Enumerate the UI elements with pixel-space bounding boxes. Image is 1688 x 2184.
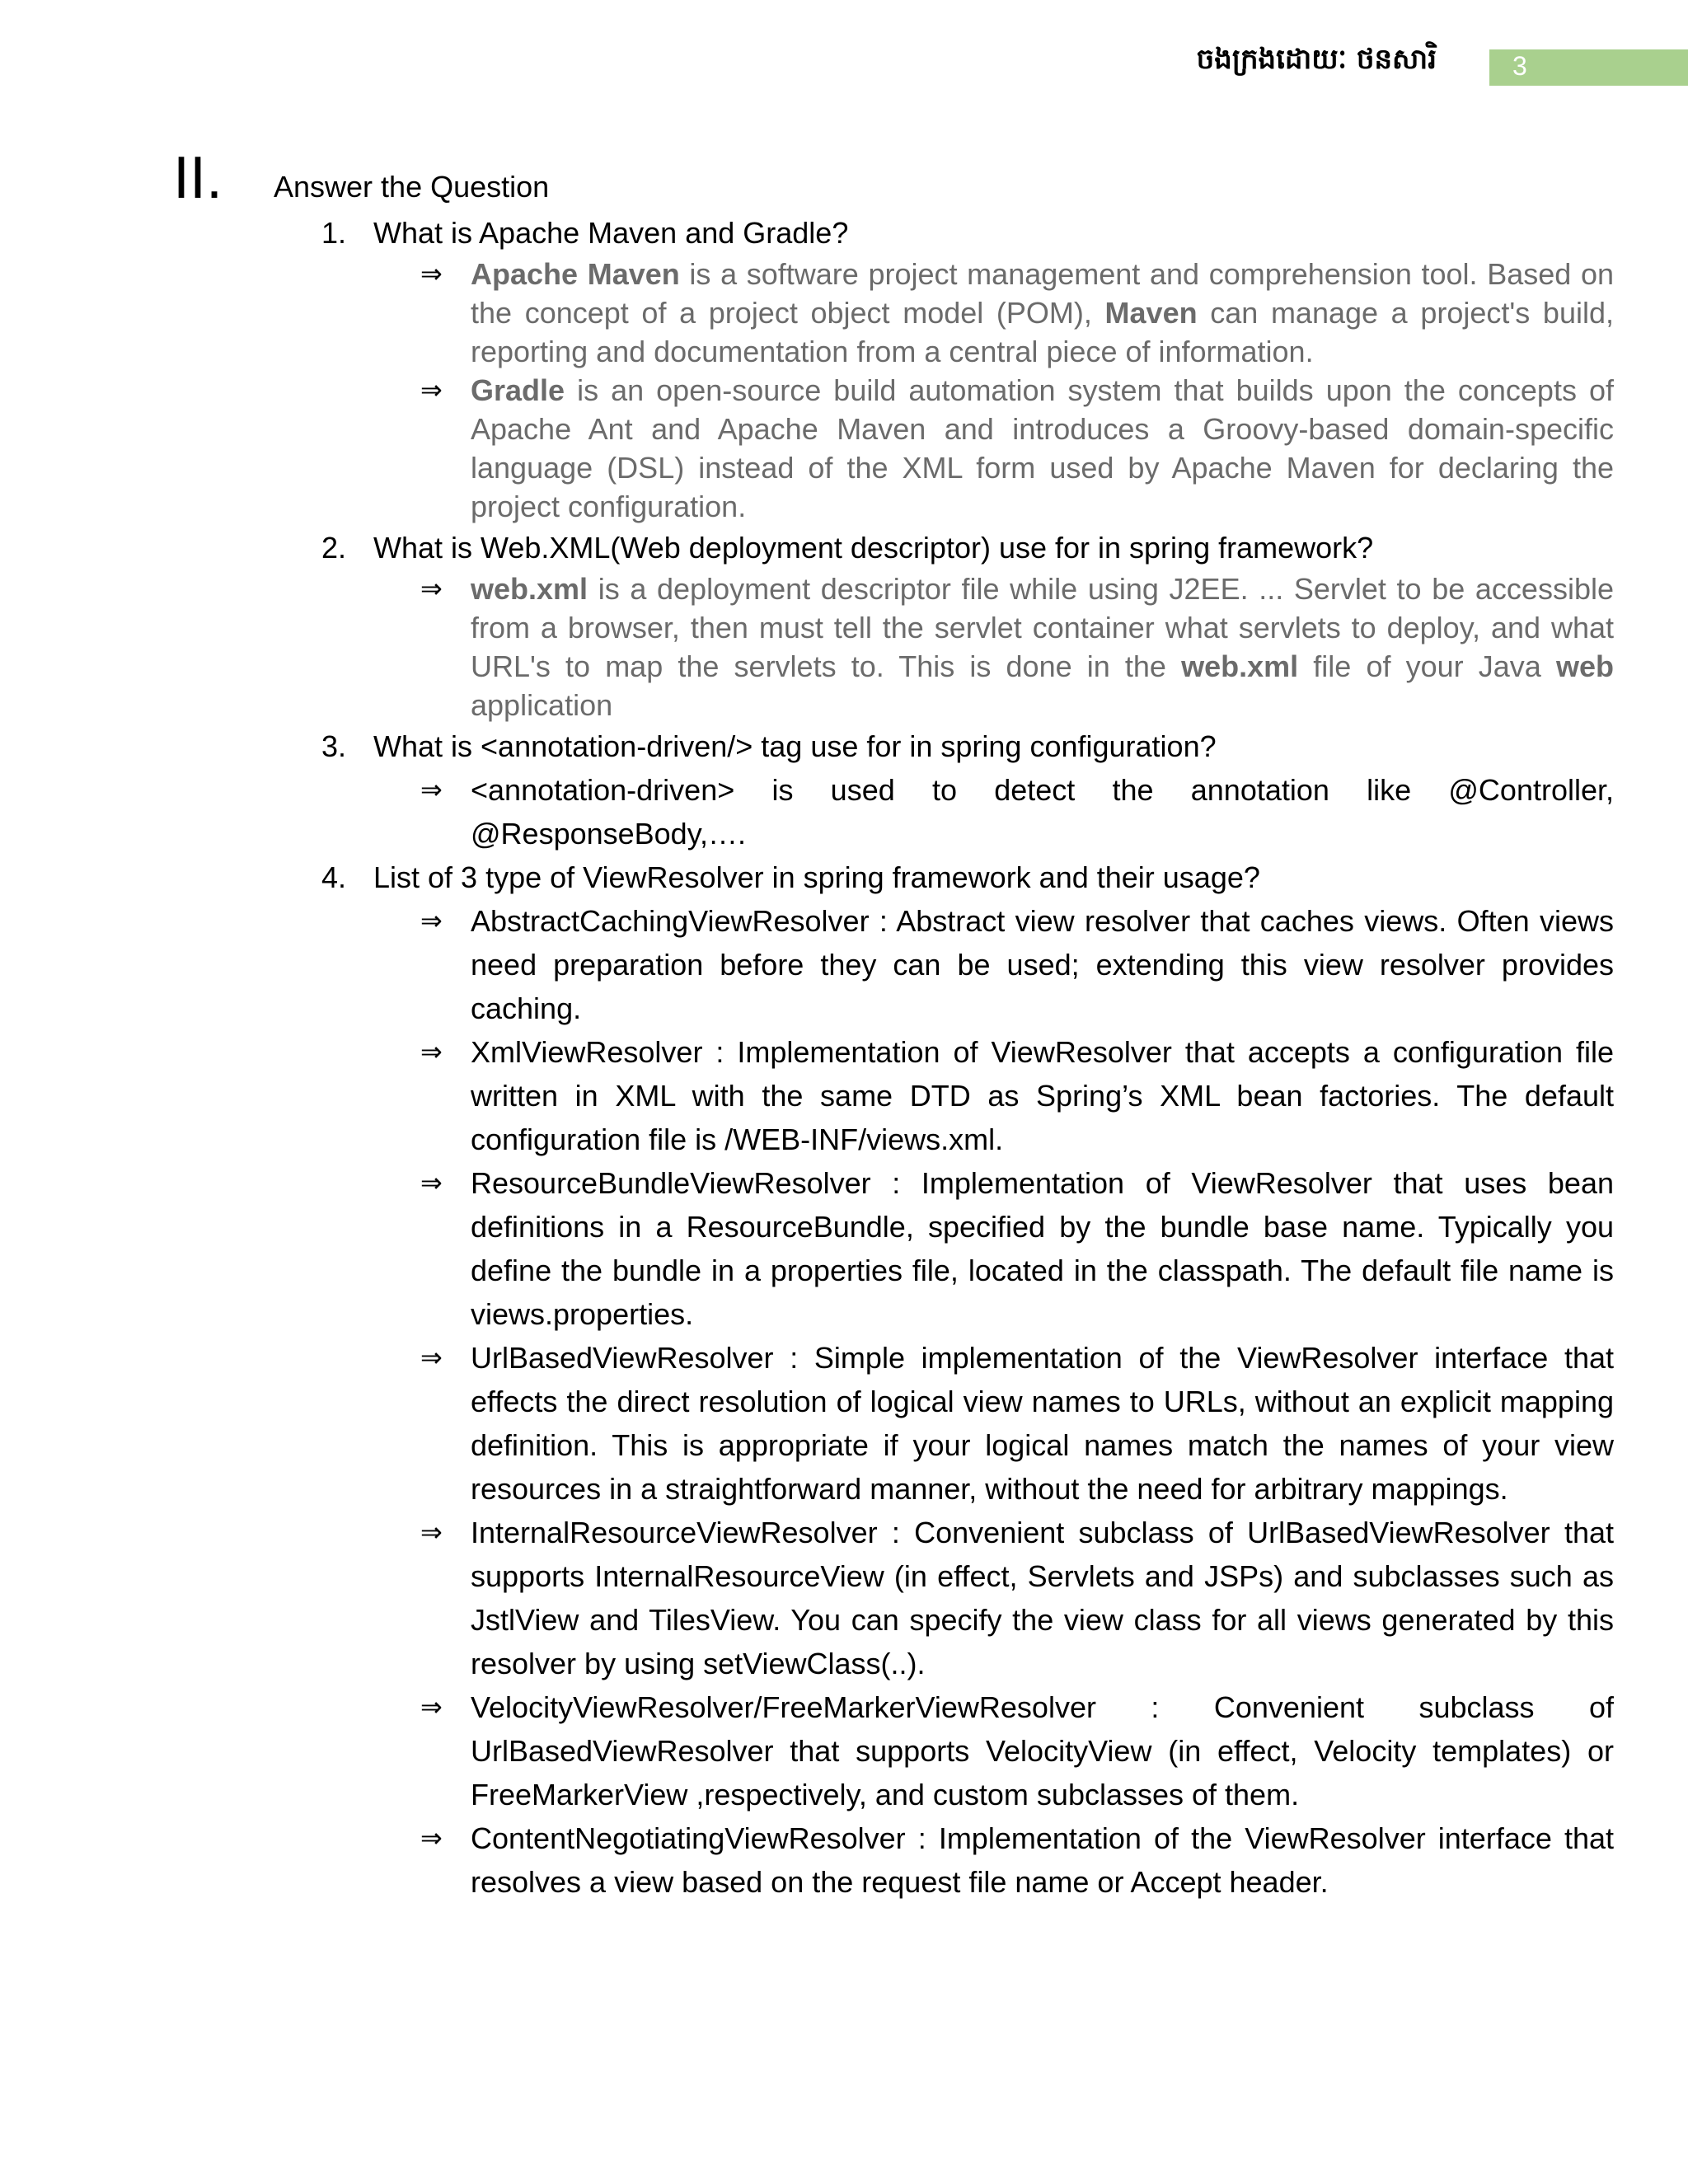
question-4: [321, 855, 1614, 899]
answer-item: [420, 569, 1614, 724]
answer-item: [420, 255, 1614, 371]
answer-item: [420, 1336, 1614, 1511]
page-number-badge: [1489, 49, 1688, 86]
question-1: [321, 211, 1614, 255]
answer-text: is a software project management and comprehension tool. Based on the concept of a project object model (POM),: [471, 257, 1614, 330]
answer-text: application: [471, 688, 613, 722]
answer-list: [321, 569, 1614, 724]
answer-text: AbstractCachingViewResolver : Abstract view resolver that caches views. Often views need preparation before they can be used; extending this view resolver provides caching.: [471, 904, 1614, 1025]
answer-list: [321, 768, 1614, 855]
question-3: [321, 724, 1614, 768]
answer-term: web.xml: [471, 572, 588, 606]
arrow-bullet-icon: ⇒: [420, 374, 443, 405]
answer-term: web.xml: [1181, 649, 1299, 683]
answer-item: [420, 1816, 1614, 1904]
answer-text: is an open-source build automation system that builds upon the concepts of Apache Ant and Apache Maven and introduces a Groovy-based domain-specific language (DSL) instead of the XML form used by Apache Maven for declaring the project configuration.: [471, 373, 1614, 523]
question-text: List of 3 type of ViewResolver in spring framework and their usage?: [373, 860, 1260, 894]
answer-text: InternalResourceViewResolver : Convenient subclass of UrlBasedViewResolver that supports InternalResourceView (in effect, Servlets and JSPs) and subclasses such as JstlView and TilesView. You can specify the view class for all views generated by this resolver by using setViewClass(..).: [471, 1516, 1614, 1680]
answer-text: VelocityViewResolver/FreeMarkerViewResolver : Convenient subclass of UrlBasedViewResolver that supports VelocityView (in effect, Velocity templates) or FreeMarkerView ,respectively, and custom subclasses of them.: [471, 1690, 1614, 1811]
arrow-bullet-icon: ⇒: [420, 1036, 443, 1067]
arrow-bullet-icon: ⇒: [420, 905, 443, 936]
arrow-bullet-icon: ⇒: [420, 1516, 443, 1548]
question-text: What is <annotation-driven/> tag use for in spring configuration?: [373, 729, 1217, 763]
arrow-bullet-icon: ⇒: [420, 1822, 443, 1854]
question-text: What is Apache Maven and Gradle?: [373, 216, 849, 250]
answer-text: can manage a project's build, reporting and documentation from a central piece of information.: [471, 296, 1614, 368]
answer-item: [420, 1161, 1614, 1336]
answer-text: ResourceBundleViewResolver : Implementation of ViewResolver that uses bean definitions in a ResourceBundle, specified by the bundle base name. Typically you define the bundle in a properties file, located in the classpath. The default file name is views.properties.: [471, 1166, 1614, 1331]
answer-item: [420, 1685, 1614, 1816]
question-number: 1.: [321, 216, 347, 250]
answer-text: <annotation-driven> is used to detect the annotation like @Controller, @ResponseBody,….: [471, 773, 1614, 851]
answer-text: ContentNegotiatingViewResolver : Implementation of the ViewResolver interface that resolves a view based on the request file name or Accept header.: [471, 1821, 1614, 1899]
answer-term: Gradle: [471, 373, 565, 407]
section-title: Answer the Question: [274, 170, 550, 204]
answer-term: Maven: [1104, 296, 1198, 330]
answer-text: is a deployment descriptor file while using J2EE. ... Servlet to be accessible from a browser, then must tell the servlet container what servlets to deploy, and what URL's to map the servlets to. This is done in the: [471, 572, 1614, 683]
section-numeral: II.: [173, 145, 223, 211]
answer-item: [420, 1030, 1614, 1161]
question-2: [321, 526, 1614, 569]
arrow-bullet-icon: ⇒: [420, 1691, 443, 1722]
answer-item: [420, 768, 1614, 855]
answer-text: file of your Java: [1298, 649, 1556, 683]
question-text: What is Web.XML(Web deployment descriptor) use for in spring framework?: [373, 531, 1374, 565]
answer-text: UrlBasedViewResolver : Simple implementation of the ViewResolver interface that effects the direct resolution of logical view names to URLs, without an explicit mapping definition. This is appropriate if your logical names match the names of your view resources in a straightforward manner, without the need for arbitrary mappings.: [471, 1341, 1614, 1506]
author-credit: ចងក្រងដោយៈ ថនសារិ: [1196, 43, 1437, 76]
page-number: 3: [1512, 51, 1527, 81]
question-number: 2.: [321, 531, 347, 565]
answer-list: [321, 899, 1614, 1904]
question-list: [321, 211, 1614, 1904]
answer-item: [420, 371, 1614, 526]
answer-item: [420, 899, 1614, 1030]
answer-list: [321, 255, 1614, 526]
question-number: 4.: [321, 860, 347, 894]
question-number: 3.: [321, 729, 347, 763]
answer-text: XmlViewResolver : Implementation of ViewResolver that accepts a configuration file written in XML with the same DTD as Spring’s XML bean factories. The default configuration file is /WEB-INF/views.xml.: [471, 1035, 1614, 1156]
arrow-bullet-icon: ⇒: [420, 258, 443, 289]
answer-term: Apache Maven: [471, 257, 680, 291]
answer-term: web: [1555, 649, 1614, 683]
arrow-bullet-icon: ⇒: [420, 573, 443, 604]
page-header: [0, 0, 1688, 99]
arrow-bullet-icon: ⇒: [420, 774, 443, 805]
answer-item: [420, 1511, 1614, 1685]
arrow-bullet-icon: ⇒: [420, 1167, 443, 1198]
arrow-bullet-icon: ⇒: [420, 1342, 443, 1373]
